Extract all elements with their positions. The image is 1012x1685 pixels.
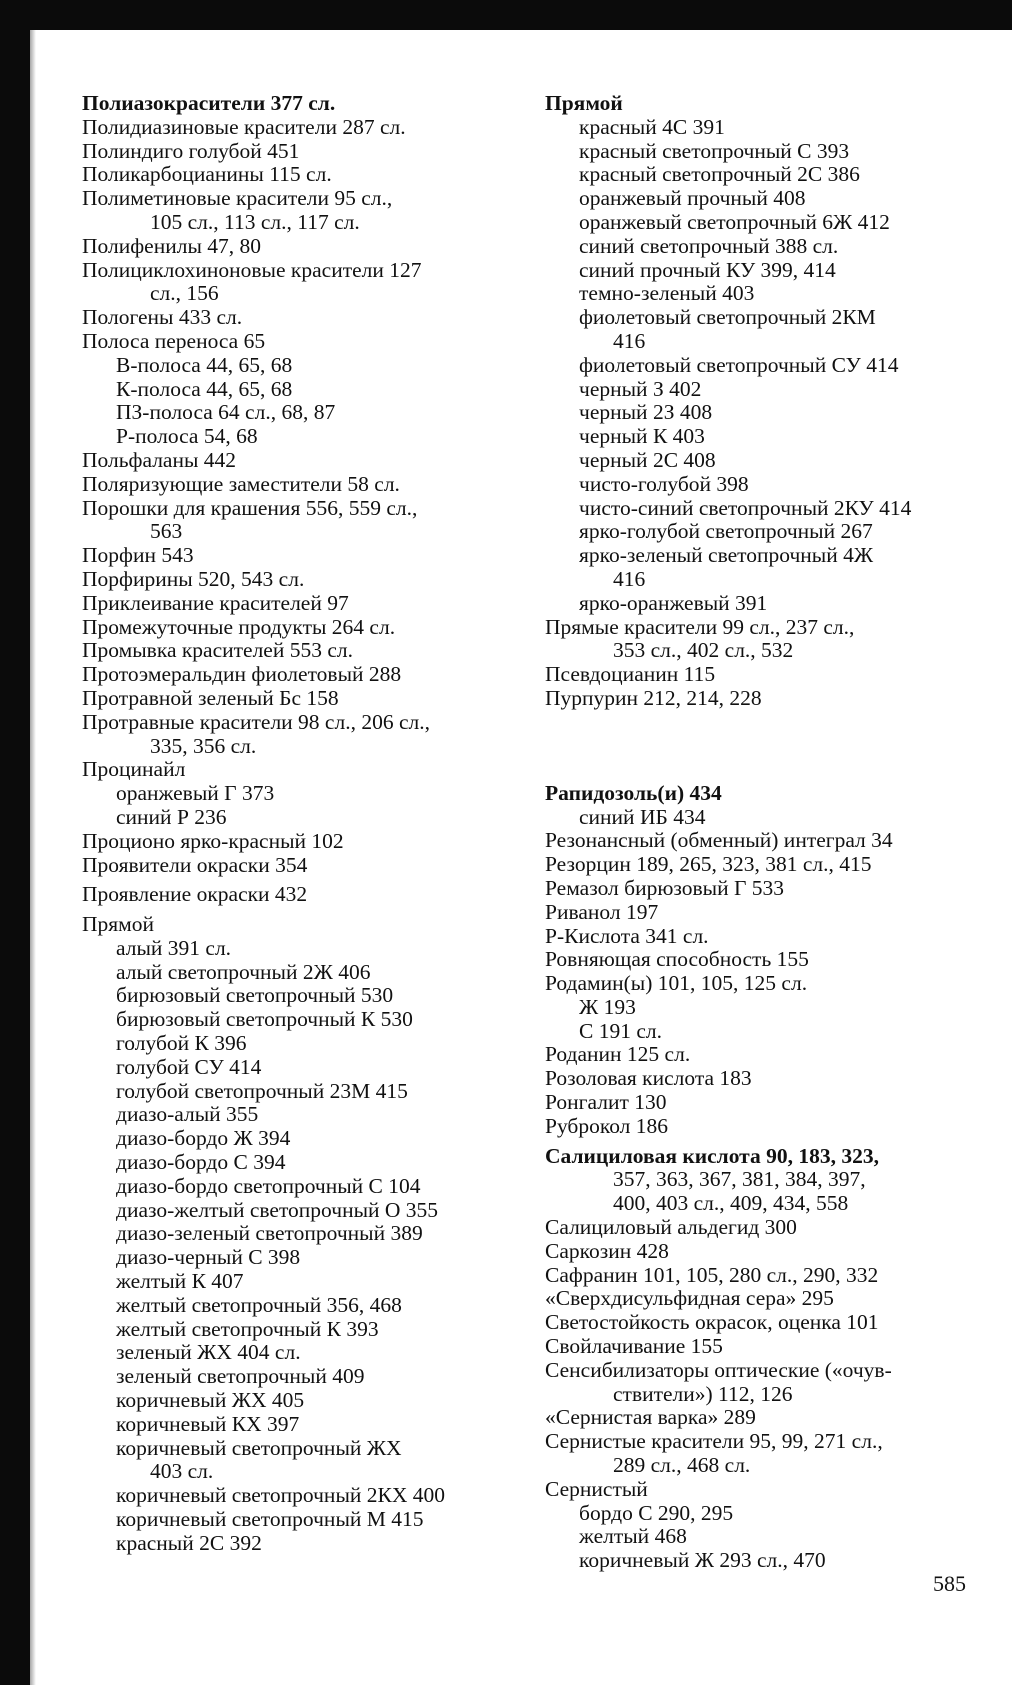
index-entry: Розоловая кислота 183: [545, 1066, 752, 1091]
index-entry: Протравные красители 98 сл., 206 сл.,: [82, 709, 430, 734]
index-subentry: красный светопрочный С 393: [579, 138, 850, 163]
index-subentry: желтый К 407: [116, 1269, 244, 1294]
index-entry: Прямой: [545, 91, 623, 115]
index-entry-continuation: ствители») 112, 126: [613, 1381, 793, 1406]
index-subentry: зеленый светопрочный 409: [116, 1364, 365, 1389]
index-entry: Полифенилы 47, 80: [82, 233, 262, 258]
index-subentry: С 191 сл.: [579, 1018, 662, 1043]
index-subentry: фиолетовый светопрочный СУ 414: [579, 352, 899, 377]
index-subentry: желтый 468: [579, 1524, 687, 1549]
index-entry: Полиндиго голубой 451: [82, 138, 300, 163]
index-entry-continuation: 105 сл., 113 сл., 117 сл.: [150, 209, 360, 234]
index-entry-continuation: 403 сл.: [150, 1459, 214, 1484]
index-entry: Сернистый: [545, 1476, 648, 1501]
index-subentry: красный 2С 392: [116, 1530, 262, 1555]
index-subentry: синий светопрочный 388 сл.: [579, 233, 839, 258]
index-subentry: желтый светопрочный 356, 468: [116, 1292, 402, 1317]
scan-left-border: [0, 30, 30, 1685]
spacer: [545, 711, 975, 782]
index-entry-continuation: 357, 363, 367, 381, 384, 397,: [613, 1167, 866, 1192]
index-subentry: фиолетовый светопрочный 2КМ: [579, 305, 876, 330]
index-subentry: К-полоса 44, 65, 68: [116, 376, 293, 401]
index-subentry: диазо-желтый светопрочный О 355: [116, 1197, 439, 1222]
index-entry: Псевдоцианин 115: [545, 662, 716, 687]
index-subentry: коричневый Ж 293 сл., 470: [579, 1548, 826, 1573]
index-subentry: коричневый светопрочный М 415: [116, 1507, 424, 1532]
index-entry: Пурпурин 212, 214, 228: [545, 685, 762, 710]
index-subentry: бирюзовый светопрочный 530: [116, 983, 394, 1008]
index-entry: Порфирины 520, 543 сл.: [82, 566, 305, 591]
index-entry: Ровняющая способность 155: [545, 947, 809, 972]
index-entry: Р-Кислота 341 сл.: [545, 923, 709, 948]
index-entry: Протравной зеленый Бс 158: [82, 685, 339, 710]
index-subentry: синий ИБ 434: [579, 804, 706, 829]
index-entry: Рапидозоль(и) 434: [545, 780, 722, 805]
index-entry-continuation: 416: [613, 328, 646, 353]
index-entry: Протоэмеральдин фиолетовый 288: [82, 662, 402, 687]
index-subentry: голубой К 396: [116, 1031, 247, 1056]
index-entry: Роданин 125 сл.: [545, 1042, 691, 1067]
index-subentry: черный З 402: [579, 376, 702, 401]
index-subentry: красный светопрочный 2С 386: [579, 162, 860, 187]
left-index-column: [82, 92, 542, 1556]
index-entry: Свойлачивание 155: [545, 1334, 723, 1359]
index-subentry: голубой СУ 414: [116, 1054, 262, 1079]
index-entry-continuation: 400, 403 сл., 409, 434, 558: [613, 1191, 849, 1216]
index-entry: Проционо ярко-красный 102: [82, 828, 344, 853]
index-entry-continuation: 563: [150, 519, 183, 544]
index-entry: Порфин 543: [82, 543, 194, 568]
index-entry: Сернистые красители 95, 99, 271 сл.,: [545, 1429, 883, 1454]
index-subentry: чисто-голубой 398: [579, 471, 749, 496]
index-subentry: алый светопрочный 2Ж 406: [116, 959, 371, 984]
scan-top-border: [0, 0, 1012, 30]
index-subentry: диазо-черный С 398: [116, 1245, 301, 1270]
index-entry: Саркозин 428: [545, 1238, 669, 1263]
index-subentry: коричневый светопрочный 2КХ 400: [116, 1483, 446, 1508]
index-subentry: Ж 193: [579, 994, 636, 1019]
index-entry: Сафранин 101, 105, 280 сл., 290, 332: [545, 1262, 879, 1287]
index-entry: Прямые красители 99 сл., 237 сл.,: [545, 614, 855, 639]
index-subentry: голубой светопрочный 23М 415: [116, 1078, 408, 1103]
index-entry: Польфаланы 442: [82, 447, 237, 472]
index-entry: Резонансный (обменный) интеграл 34: [545, 828, 893, 853]
index-subentry: бирюзовый светопрочный К 530: [116, 1007, 413, 1032]
index-entry-continuation: 416: [613, 566, 646, 591]
index-entry: Риванол 197: [545, 899, 659, 924]
index-entry: Промежуточные продукты 264 сл.: [82, 614, 396, 639]
index-subentry: бордо С 290, 295: [579, 1500, 734, 1525]
page-number: 585: [933, 1571, 966, 1596]
index-subentry: оранжевый светопрочный 6Ж 412: [579, 209, 890, 234]
index-subentry: черный К 403: [579, 424, 705, 449]
index-entry: Процинайл: [82, 757, 186, 782]
index-subentry: желтый светопрочный К 393: [116, 1316, 379, 1341]
index-entry: Резорцин 189, 265, 323, 381 сл., 415: [545, 852, 872, 877]
index-subentry: диазо-зеленый светопрочный 389: [116, 1221, 423, 1246]
index-entry: Приклеивание красителей 97: [82, 590, 349, 615]
index-entry: Поликарбоцианины 115 сл.: [82, 162, 332, 187]
index-entry: Пологены 433 сл.: [82, 305, 243, 330]
index-subentry: Р-полоса 54, 68: [116, 424, 258, 449]
index-entry: Промывка красителей 553 сл.: [82, 638, 354, 663]
index-entry: Салициловая кислота 90, 183, 323,: [545, 1143, 880, 1168]
index-subentry: темно-зеленый 403: [579, 281, 755, 306]
index-subentry: диазо-алый 355: [116, 1102, 259, 1127]
index-entry: Полоса переноса 65: [82, 328, 266, 353]
index-subentry: оранжевый Г 373: [116, 781, 275, 806]
index-subentry: черный 2З 408: [579, 400, 713, 425]
index-subentry: синий прочный КУ 399, 414: [579, 257, 836, 282]
index-entry: Родамин(ы) 101, 105, 125 сл.: [545, 971, 808, 996]
index-subentry: коричневый ЖХ 405: [116, 1388, 305, 1413]
index-entry: Полиметиновые красители 95 сл.,: [82, 186, 393, 211]
index-entry: Ронгалит 130: [545, 1090, 667, 1115]
index-subentry: синий Р 236: [116, 804, 227, 829]
index-subentry: диазо-бордо С 394: [116, 1150, 286, 1175]
index-subentry: коричневый светопрочный ЖХ: [116, 1435, 402, 1460]
index-entry: Порошки для крашения 556, 559 сл.,: [82, 495, 418, 520]
index-subentry: коричневый КХ 397: [116, 1411, 300, 1436]
index-subentry: диазо-бордо Ж 394: [116, 1126, 291, 1151]
index-subentry: красный 4С 391: [579, 114, 725, 139]
index-entry-continuation: 353 сл., 402 сл., 532: [613, 638, 794, 663]
index-entry: «Сернистая варка» 289: [545, 1405, 756, 1430]
index-subentry: оранжевый прочный 408: [579, 186, 806, 211]
index-entry-continuation: сл., 156: [150, 281, 219, 306]
index-entry: «Сверхдисульфидная сера» 295: [545, 1286, 834, 1311]
index-subentry: диазо-бордо светопрочный С 104: [116, 1173, 421, 1198]
index-entry: Проявление окраски 432: [82, 882, 308, 907]
index-entry: Прямой: [82, 912, 155, 937]
index-subentry: ярко-голубой светопрочный 267: [579, 519, 873, 544]
index-entry: Ремазол бирюзовый Г 533: [545, 875, 785, 900]
index-entry: Полиазокрасители 377 сл.: [82, 91, 336, 115]
index-subentry: В-полоса 44, 65, 68: [116, 352, 293, 377]
index-subentry: ярко-зеленый светопрочный 4Ж: [579, 543, 874, 568]
index-subentry: зеленый ЖХ 404 сл.: [116, 1340, 301, 1365]
index-entry: Полидиазиновые красители 287 сл.: [82, 114, 406, 139]
index-entry: Полициклохиноновые красители 127: [82, 257, 422, 282]
right-index-column: [545, 92, 975, 1573]
index-entry: Светостойкость окрасок, оценка 101: [545, 1310, 879, 1335]
index-entry: Салициловый альдегид 300: [545, 1215, 797, 1240]
index-subentry: ярко-оранжевый 391: [579, 590, 768, 615]
index-subentry: ПЗ-полоса 64 сл., 68, 87: [116, 400, 336, 425]
index-entry: Проявители окраски 354: [82, 852, 308, 877]
index-entry-continuation: 289 сл., 468 сл.: [613, 1453, 751, 1478]
index-entry: Сенсибилизаторы оптические («очув-: [545, 1357, 892, 1382]
index-entry: Поляризующие заместители 58 сл.: [82, 471, 400, 496]
index-subentry: черный 2С 408: [579, 447, 716, 472]
index-subentry: алый 391 сл.: [116, 935, 232, 960]
index-subentry: чисто-синий светопрочный 2КУ 414: [579, 495, 912, 520]
index-entry: Руброкол 186: [545, 1113, 669, 1138]
index-entry-continuation: 335, 356 сл.: [150, 733, 257, 758]
